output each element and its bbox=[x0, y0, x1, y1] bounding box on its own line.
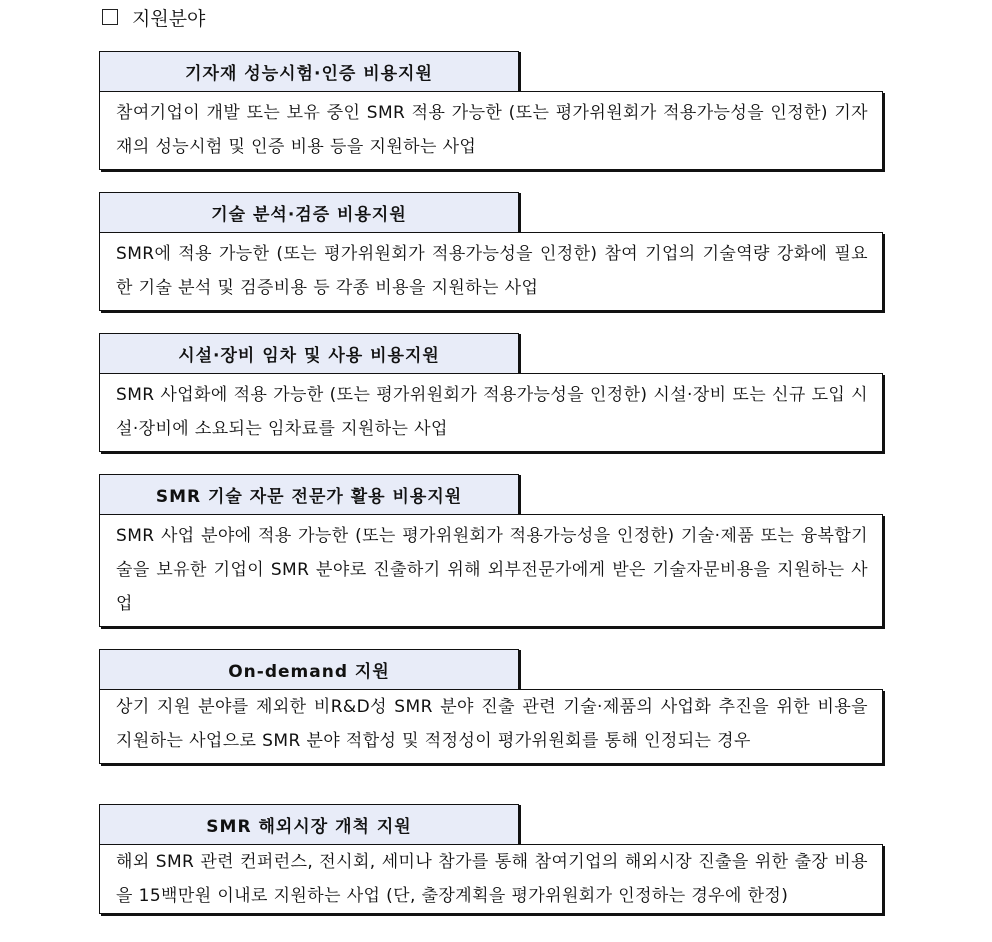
support-item-description: SMR 사업 분야에 적용 가능한 (또는 평가위원회가 적용가능성을 인정한) 기술·제품 또는 융복합기술을 보유한 기업이 SMR 분야로 진출하기 위해 외부전문가에게 받은 기술자문비용을 지원하는 사업 bbox=[99, 514, 883, 627]
checkbox-icon bbox=[102, 9, 118, 25]
support-item-label: 시설·장비 임차 및 사용 비용지원 bbox=[99, 333, 519, 373]
support-item-facility-lease bbox=[99, 333, 883, 452]
support-item-label: 기술 분석·검증 비용지원 bbox=[99, 192, 519, 232]
heading-title: 지원분야 bbox=[132, 7, 206, 30]
support-item-tech-analysis bbox=[99, 192, 883, 311]
support-item-label: On-demand 지원 bbox=[99, 649, 519, 689]
support-item-description: SMR에 적용 가능한 (또는 평가위원회가 적용가능성을 인정한) 참여 기업의 기술역량 강화에 필요한 기술 분석 및 검증비용 등 각종 비용을 지원하는 사업 bbox=[99, 232, 883, 311]
support-item-label: SMR 해외시장 개척 지원 bbox=[99, 804, 519, 844]
support-item-description: SMR 사업화에 적용 가능한 (또는 평가위원회가 적용가능성을 인정한) 시설·장비 또는 신규 도입 시설·장비에 소요되는 임차료를 지원하는 사업 bbox=[99, 373, 883, 452]
support-item-overseas-market bbox=[99, 804, 883, 914]
support-item-description: 참여기업이 개발 또는 보유 중인 SMR 적용 가능한 (또는 평가위원회가 적용가능성을 인정한) 기자재의 성능시험 및 인증 비용 등을 지원하는 사업 bbox=[99, 91, 883, 170]
support-item-label: SMR 기술 자문 전문가 활용 비용지원 bbox=[99, 474, 519, 514]
support-item-on-demand bbox=[99, 649, 883, 764]
support-item-description: 해외 SMR 관련 컨퍼런스, 전시회, 세미나 참가를 통해 참여기업의 해외시장 진출을 위한 출장 비용을 15백만원 이내로 지원하는 사업 (단, 출장계획을 평가위원회가 인정하는 경우에 한정) bbox=[99, 844, 883, 914]
support-item-description: 상기 지원 분야를 제외한 비R&D성 SMR 분야 진출 관련 기술·제품의 사업화 추진을 위한 비용을 지원하는 사업으로 SMR 분야 적합성 및 적정성이 평가위원회를 통해 인정되는 경우 bbox=[99, 689, 883, 764]
support-item-expert-consulting bbox=[99, 474, 883, 627]
support-item-equipment-testing bbox=[99, 51, 883, 170]
support-item-label: 기자재 성능시험·인증 비용지원 bbox=[99, 51, 519, 91]
section-heading bbox=[102, 4, 205, 30]
